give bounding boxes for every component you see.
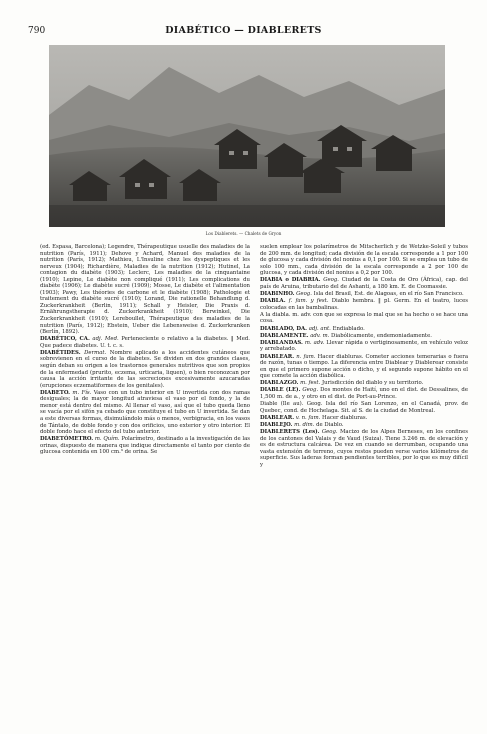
entry-label: adj. ant. (308, 325, 331, 332)
dictionary-entry (40, 244, 250, 336)
entry-text: Nombre aplicado a los accidentes cutáneos que sobrevienen en el curso de la diabetes. Se dividen en dos grandes clases, según deban su origen a los trastornos generales nutritivos que son propios de la enfermedad (prurito, eczema, urticaria, liquen), o bien reconozcan por causa la acción irritante de las secreciones excesivamente azucaradas (erupciones eczematiformes de los genitales). (40, 349, 250, 389)
entry-headword: DIABLAZGO. (260, 380, 299, 387)
dictionary-entry (260, 429, 468, 468)
entry-text: de Diablo. (316, 421, 344, 428)
figure-caption: Los Diablerets. — Chalets de Gryon (205, 231, 282, 236)
entry-headword: DIABÉTICO, CA. (40, 336, 90, 343)
entry-headword: DIABLEJO. (260, 421, 293, 428)
dictionary-entry (40, 336, 250, 349)
entry-label: Geog. (323, 277, 340, 284)
entry-label: m. Fís. (72, 389, 92, 396)
entry-text: Isla del Brasil, Est. de Alagoas, en el río San Francisco. (313, 291, 464, 298)
dictionary-entry (260, 380, 468, 387)
dictionary-entry (260, 312, 468, 325)
entry-headword: DIABLAMENTE. (260, 332, 309, 339)
right-column (260, 244, 468, 469)
entry-text: Llevar rápida o vertiginosamente, en vehículo veloz y arrebatado. (260, 339, 468, 353)
entry-label: m. Quím. (94, 436, 120, 443)
dictionary-entry (260, 401, 468, 414)
photograph-image (49, 45, 445, 227)
entry-headword: DIABLEAR. (260, 414, 295, 421)
entry-text: Diabólicamente, endemoniadamente. (331, 332, 432, 339)
dictionary-entry (260, 415, 468, 422)
entry-text: Ciudad de la Costa de Oro (África), cap. del país de Aruina, tributario del de Ashanti, a 180 km. E. de Coomassie. (260, 277, 468, 290)
dictionary-entry (40, 436, 250, 456)
left-column (40, 244, 250, 456)
dictionary-entry (260, 333, 468, 340)
entry-headword: DIABIA o DIABRIA. (260, 277, 321, 284)
dictionary-entry (260, 277, 468, 290)
entry-label: adj. Med. (92, 336, 119, 343)
dictionary-entry (40, 390, 250, 436)
entry-text: A la diabla. m. adv. con que se expresa lo mal que se ha hecho o se hace una cosa. (260, 311, 468, 325)
entry-label: adv. m. (310, 332, 330, 339)
entry-text: Hacer diabluras. Cometer acciones temerarias o fuera de razón, tunas o tiempo. La diferencia entre Diablear y Diablerear consiste en que el primero supone acción o dicho, y el segundo supone hábito en el que comete la acción diabólica. (260, 353, 469, 380)
entry-label: Geog. (302, 387, 319, 394)
dictionary-entry (260, 387, 468, 400)
entry-label: v. n. fam. (295, 414, 321, 421)
entry-label: Geog. (296, 291, 312, 298)
entry-text: Macizo de los Alpes Berneses, en los confines de los cantones del Valais y de Vaud (Suiza). Tiene 3.246 m. de elevación y es de estructura calcárea. De vez en cuando se derrumban, ocupando una vasta extensión de terreno, cuyos restos pueden verse varios kilómetros de superficie. Sus laderas forman pendientes terribles, por lo que es muy difícil y (260, 429, 469, 468)
photograph-diablerets (49, 45, 445, 227)
entry-label: Dermat. (84, 349, 107, 356)
entry-text: Diablo hembra. ‖ pl. Germ. En el teatro, luces colocadas en las bambalinas. (260, 298, 468, 311)
entry-text: Vaso con un tubo interior en U invertida con dos ramas desiguales; la de mayor longitud atraviesa el vaso por el fondo, y la de menor está dentro del mismo. Al llenar el vaso, así que el tubo queda lleno se vacía por el sifón ya cebado que constituye el tubo en U invertida. Se dan a este diversas formas, disimulándolo más o menos, verbigracia, en los vasos de Tántalo, de doble fondo y con dos orificios, uno exterior y otro interior. El doble fondo hace el efecto del tubo anterior. (40, 389, 251, 436)
entry-text: suelen emplear los polarímetros de Mitscherlich y de Wetzke-Soleil y tubos de 200 mm. de longitud; cada división de la escala corresponde a 1 por 100 de glucosa y cada división del nonius a 0,1 por 100. Si se emplea un tubo de solo 100 mm., cada división de la escala corresponde a 2 por 100 de glucosa, y cada división del nonius a 0,2 por 100. (260, 244, 468, 277)
entry-text: Dos montes de Haití, uno en el dist. de Dessalines, de 1,500 m. de a., y otro en el dist. de Port-au-Prince. (260, 387, 468, 400)
dictionary-entry (260, 244, 468, 277)
entry-headword: DIABETO. (40, 389, 71, 396)
entry-headword: DIABLE (LE). (260, 387, 301, 394)
dictionary-entry (260, 326, 468, 333)
entry-text: (ed. Espasa, Barcelona); Legendre, Thérapeutique usuelle des maladies de la nutrition (París, 1911); Dehove y Achard, Manuel des maladies de la nutrition (París, 1912); Mathieu, L'Insuline chez les dyspeptiques et les nerveux (1904); Richardière, Maladies de la nutrition (1912); Hutinel, La contagion du diabète (1903); Leclerc, Les maladies de la cinquantaine (1910); Lepine, Le diabète non compliqué (1911); Les complications du diabète (1906); Le diabète sucré (1909); Mosse, Le diabète et l'alimentation (1903); Pawy, Les théories de carbone et le diabète (1908); Pathologie et traitement du diabète sucré (1910); Lorand, Die rationelle Behandlung d. Zuckerkrankheit (Berlin, 1911); Schall y Heisler, Die Praxis d. Ernährungstherapie d. Zuckerkrankheit (1910); Berwinkel, Die Zuckerkrankheit (1910); Lereboullet, Thérapeutique des maladies de la nutrition (París, 1912); Ebstein, Ueber die Lebensweise d. Zuckerkranken (Berlín, 1892). (40, 244, 250, 336)
entry-headword: DIABÉTIDES. (40, 349, 81, 356)
entry-headword: DIABLADO, DA. (260, 325, 308, 332)
entry-headword: DIABLANDAS. (260, 339, 303, 346)
dictionary-entry (40, 350, 250, 389)
entry-text: Jurisdicción del diablo y su territorio. (321, 380, 424, 387)
entry-headword: DIABINHO. (260, 291, 295, 298)
entry-headword: DIABLA. (260, 298, 286, 305)
entry-text: Diable (Ile au). Geog. Isla del río San Lorenzo, en el Canadá, prov. de Quebec, cond. de Hochelaga. Sit. al S. de la ciudad de Montreal. (260, 401, 468, 414)
entry-label: m. dim. (294, 421, 315, 428)
dictionary-entry (260, 422, 468, 429)
entry-label: n. fam. (296, 353, 316, 360)
entry-headword: DIABLEAR. (260, 353, 295, 360)
entry-label: m. adv. (304, 339, 325, 346)
dictionary-entry (260, 340, 468, 353)
running-head: DIABÉTICO — DIABLERETS (165, 25, 322, 36)
page-number: 790 (28, 26, 46, 36)
entry-label: f. fam. y fest. (288, 298, 329, 305)
entry-headword: DIABLERETS (Les). (260, 429, 320, 436)
dictionary-entry (260, 354, 468, 380)
entry-text: Polarímetro, destinado a la investigación de las orinas, dispuesto de manera que indique directamente el tanto por ciento de glucosa contenida en 100 cm.³ de orina. Se (40, 436, 250, 456)
entry-label: m. fest. (300, 380, 321, 387)
dictionary-entry (260, 298, 468, 311)
entry-label: Geog. (321, 429, 338, 436)
entry-text: Endiablado. (332, 325, 365, 332)
entry-text: Perteneciente o relativo a la diabetes. ‖ Med. Que padece diabetes. U. t. c. s. (40, 336, 250, 349)
entry-text: Hacer diabluras. (322, 414, 368, 421)
entry-headword: DIABETÓMETRO. (40, 436, 94, 443)
dictionary-entry (260, 291, 468, 298)
